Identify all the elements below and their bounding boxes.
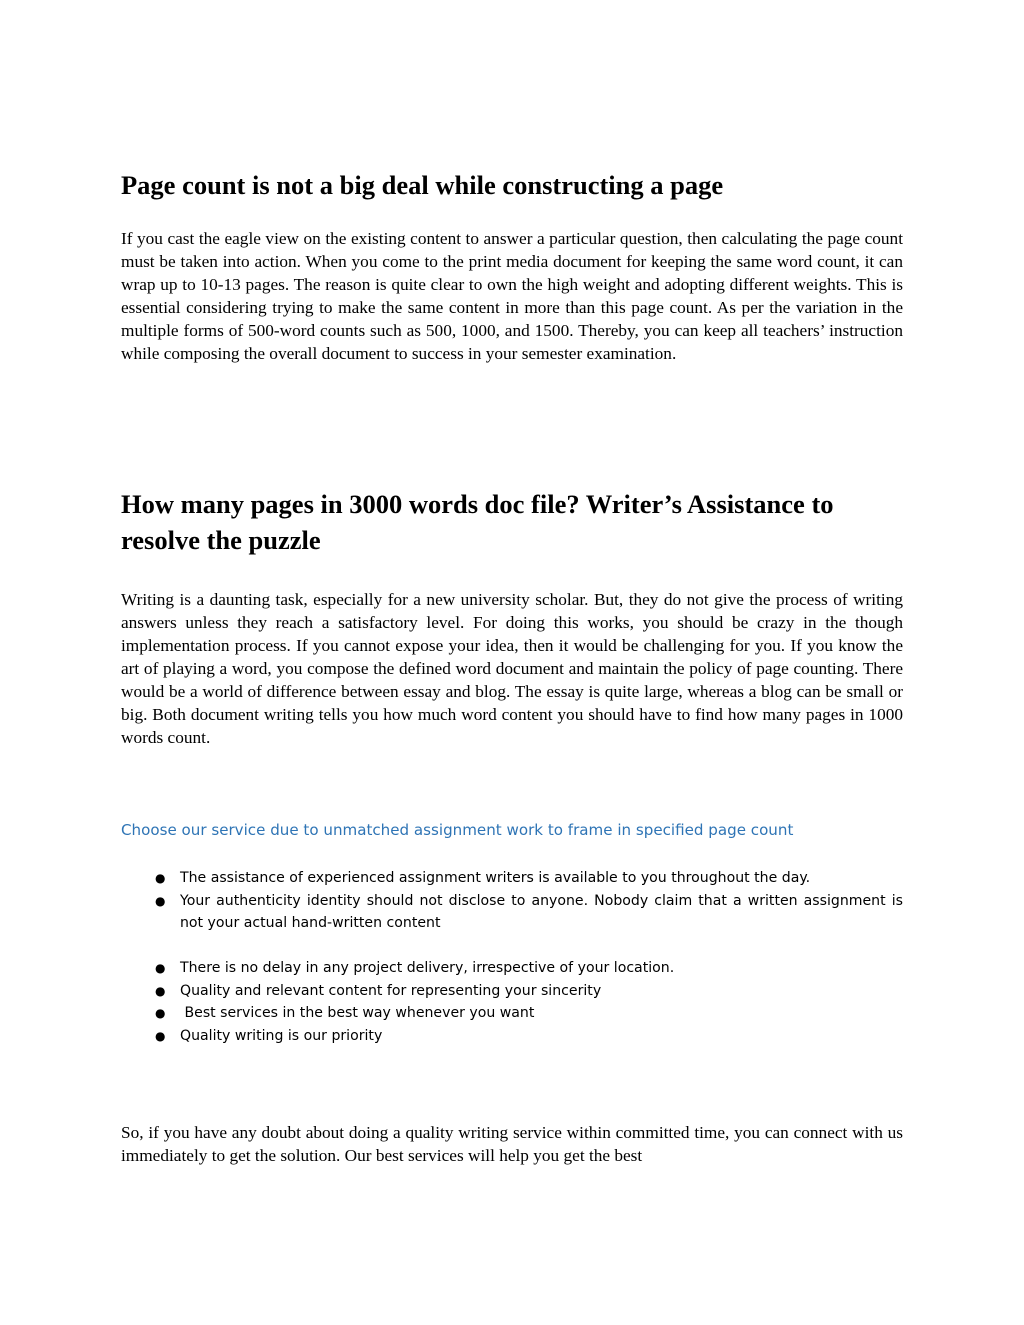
section-paragraph-page-count: If you cast the eagle view on the existing content to answer a particular question, then calculating the page count must be taken into action. When you come to the print media document for keeping the same word count, it can wrap up to 10-13 pages. The reason is quite clear to own the high weight and adopting different weights. This is essential considering trying to make the same content in more than this page count. As per the variation in the multiple forms of 500-word counts such as 500, 1000, and 1500. Thereby, you can keep all teachers’ instruction while composing the overall document to success in your semester examination.	[121, 229, 903, 364]
closing-paragraph: So, if you have any doubt about doing a quality writing service within committed time, you can connect with us immediately to get the solution. Our best services will help you get the best	[121, 1123, 903, 1166]
list-item-text: Quality and relevant content for representing your sincerity	[180, 982, 602, 999]
service-bullet-list	[121, 867, 903, 935]
list-item-text: The assistance of experienced assignment writers is available to you throughout the day.	[180, 870, 811, 887]
section-heading-page-count: Page count is not a big deal while constructing a page	[121, 170, 724, 200]
section-heading-choose-service: Choose our service due to unmatched assignment work to frame in specified page count	[121, 821, 794, 840]
list-item	[121, 890, 903, 935]
bullet-icon: ●	[155, 961, 166, 975]
section-paragraph-3000-words: Writing is a daunting task, especially for a new university scholar. But, they do not give the process of writing answers unless they reach a satisfactory level. For doing this works, you should be crazy in the though implementation process. If you cannot expose your idea, then it would be challenging for you. If you know the art of playing a word, you compose the defined word document and maintain the policy of page counting. There would be a world of difference between essay and blog. The essay is quite large, whereas a blog can be small or big. Both document writing tells you how much word content you should have to find how many pages in 1000 words count.	[121, 589, 903, 748]
document-page	[121, 0, 903, 1168]
bullet-icon: ●	[155, 1006, 166, 1021]
list-item-text: Your authenticity identity should not disclose to anyone. Nobody claim that a written assignment is not your actual hand-written content	[180, 892, 903, 932]
list-item	[121, 1002, 903, 1025]
bullet-icon: ●	[155, 1028, 166, 1043]
bullet-icon: ●	[155, 871, 166, 886]
list-item	[121, 867, 903, 890]
list-item	[121, 980, 903, 1003]
section-heading-3000-words: How many pages in 3000 words doc file? Writer’s Assistance to resolve the puzzle	[121, 488, 834, 555]
service-bullet-list-continued	[121, 957, 903, 1047]
list-item-text: There is no delay in any project delivery, irrespective of your location.	[180, 960, 675, 976]
bullet-icon: ●	[155, 893, 166, 908]
list-item-text: Best services in the best way whenever you want	[180, 1005, 535, 1022]
list-item-text: Quality writing is our priority	[180, 1027, 383, 1044]
list-item	[121, 1025, 903, 1048]
list-item	[121, 957, 903, 980]
bullet-icon: ●	[155, 983, 166, 998]
